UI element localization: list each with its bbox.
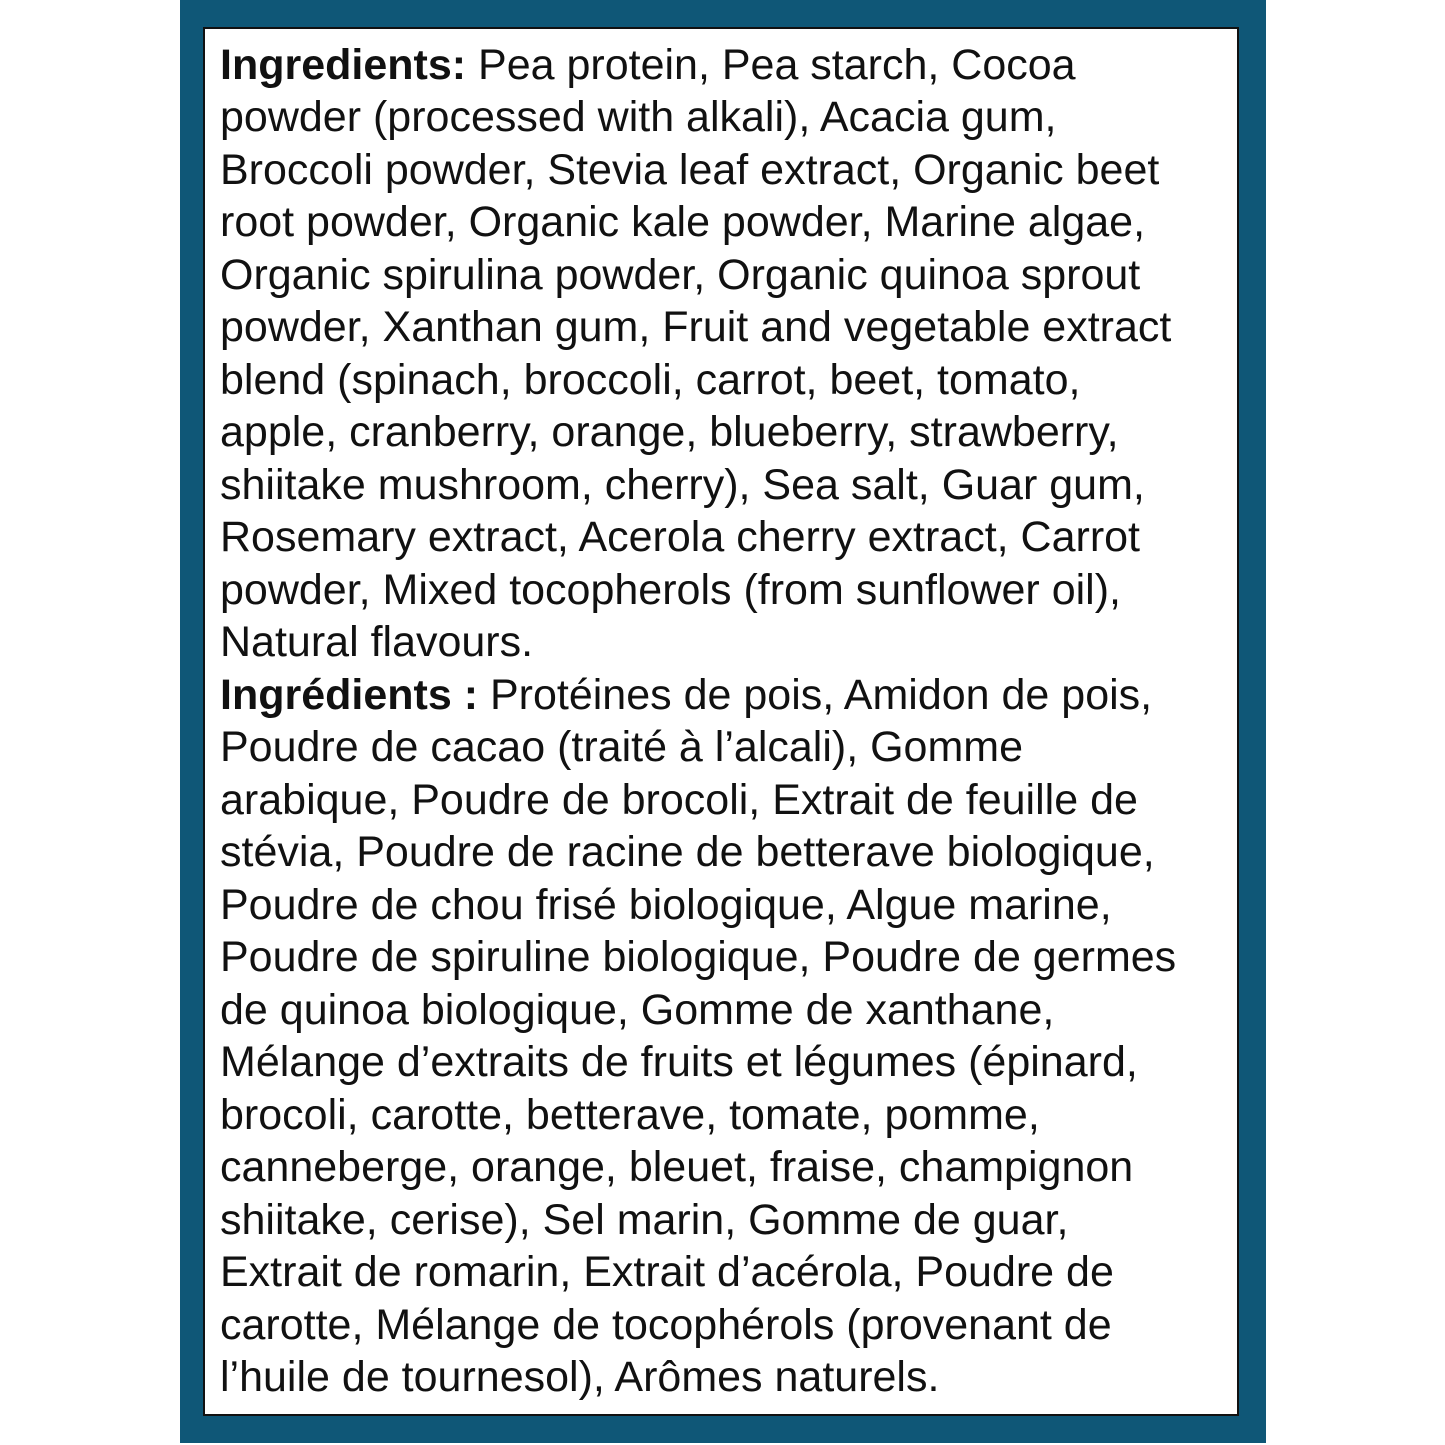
french-ingredients-line <box>220 669 1152 721</box>
french-ingredients-line: Poudre de chou frisé biologique, Algue marine, <box>220 881 1112 929</box>
ingredients-label-border <box>180 0 1266 1443</box>
english-ingredients-line: apple, cranberry, orange, blueberry, strawberry, <box>220 408 1119 456</box>
french-ingredients-line: Mélange d’extraits de fruits et légumes (épinard, <box>220 1038 1138 1086</box>
french-ingredients-line: Poudre de spiruline biologique, Poudre de germes <box>220 933 1177 981</box>
english-ingredients-line <box>220 39 1076 91</box>
english-ingredients-line: Organic spirulina powder, Organic quinoa sprout <box>220 251 1141 299</box>
ingredients-label <box>203 27 1239 1416</box>
french-ingredients-line: Extrait de romarin, Extrait d’acérola, Poudre de <box>220 1248 1114 1296</box>
english-ingredients-line: powder, Mixed tocopherols (from sunflower oil), <box>220 566 1121 614</box>
english-ingredients-line: shiitake mushroom, cherry), Sea salt, Guar gum, <box>220 461 1145 509</box>
french-ingredients-line: l’huile de tournesol), Arômes naturels. <box>220 1353 940 1401</box>
french-ingredients-text: Protéines de pois, Amidon de pois, <box>478 671 1153 719</box>
english-ingredients-line: Natural flavours. <box>220 618 534 666</box>
french-ingredients-line: canneberge, orange, bleuet, fraise, champignon <box>220 1143 1134 1191</box>
english-ingredients-line: powder (processed with alkali), Acacia gum, <box>220 93 1057 141</box>
french-ingredients-line: stévia, Poudre de racine de betterave biologique, <box>220 828 1155 876</box>
french-ingredients-line: carotte, Mélange de tocophérols (provenant de <box>220 1301 1112 1349</box>
french-ingredients-line: Poudre de cacao (traité à l’alcali), Gomme <box>220 723 1024 771</box>
french-ingredients-line: de quinoa biologique, Gomme de xanthane, <box>220 986 1055 1034</box>
english-ingredients-heading: Ingredients: <box>220 41 467 89</box>
english-ingredients-line: blend (spinach, broccoli, carrot, beet, tomato, <box>220 356 1081 404</box>
english-ingredients-line: powder, Xanthan gum, Fruit and vegetable extract <box>220 303 1172 351</box>
english-ingredients-line: Broccoli powder, Stevia leaf extract, Organic beet <box>220 146 1160 194</box>
french-ingredients-line: arabique, Poudre de brocoli, Extrait de feuille de <box>220 776 1138 824</box>
french-ingredients-heading: Ingrédients : <box>220 671 479 719</box>
french-ingredients-line: shiitake, cerise), Sel marin, Gomme de guar, <box>220 1196 1069 1244</box>
french-ingredients-line: brocoli, carotte, betterave, tomate, pomme, <box>220 1091 1040 1139</box>
english-ingredients-line: root powder, Organic kale powder, Marine algae, <box>220 198 1146 246</box>
english-ingredients-line: Rosemary extract, Acerola cherry extract, Carrot <box>220 513 1141 561</box>
english-ingredients-text: Pea protein, Pea starch, Cocoa <box>466 41 1076 89</box>
